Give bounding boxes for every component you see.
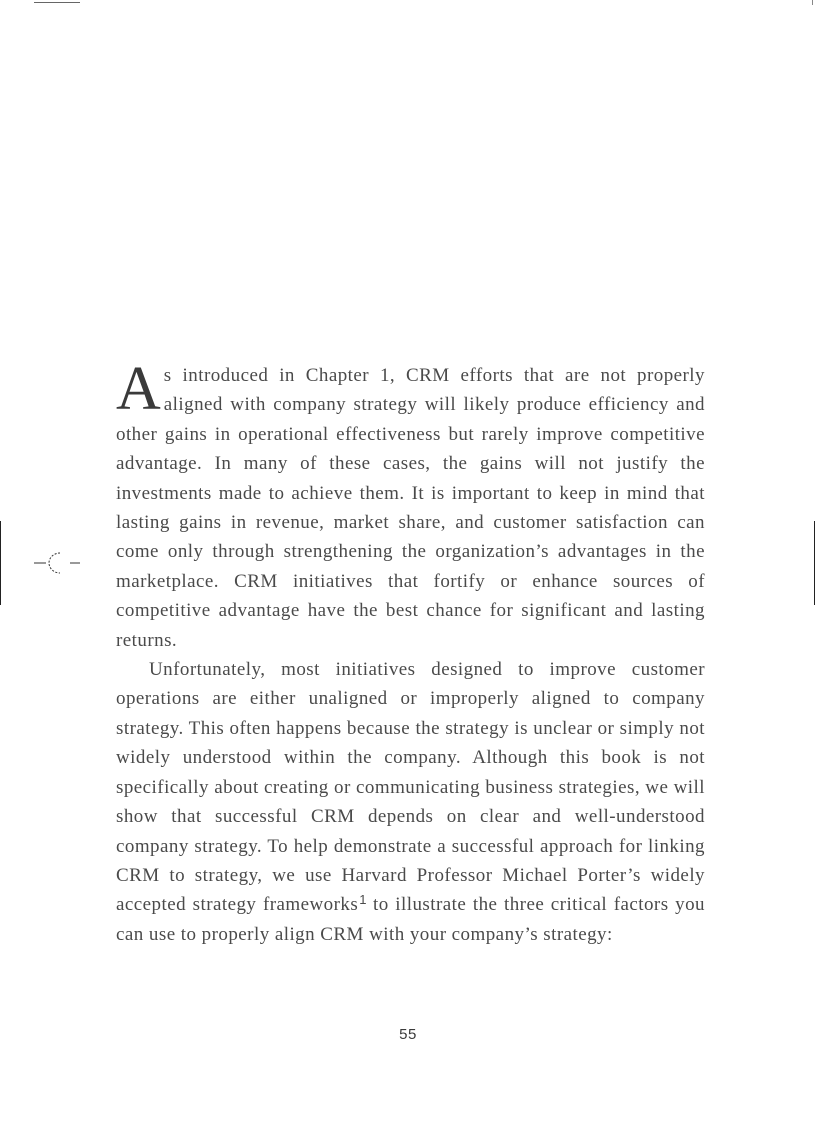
registration-mark-icon (34, 550, 82, 576)
footnote-reference[interactable]: 1 (359, 892, 367, 908)
paragraph-2-text-before: Unfortunately, most initiatives designed to improve customer operations are either unaligned or improperly aligned to company strategy. This often happens because the strategy is unclear or simply not widely understood within the company. Although this book is not specifically about creating or communicating business strategies, we will show that successful CRM depends on clear and well-understood company strategy. To help demonstrate a successful approach for linking CRM to strategy, we use Harvard Professor Michael Porter’s widely accepted strategy frameworks (116, 659, 705, 916)
page-number: 55 (399, 1026, 417, 1043)
paragraph-1-text: s introduced in Chapter 1, CRM efforts that are not properly aligned with company strategy will likely produce efficiency and other gains in operational effectiveness but rarely improve competitive advantage. In many of these cases, the gains will not justify the investments made to achieve them. It is important to keep in mind that lasting gains in revenue, market share, and customer satisfaction can come only through strengthening the organization’s advantages in the marketplace. CRM initiatives that fortify or enhance sources of competitive advantage have the best chance for significant and lasting returns. (116, 365, 705, 651)
paragraph-2-text-after: to illustrate the three critical factors you can use to properly align CRM with your company’s strategy: (116, 894, 705, 945)
paragraph-1 (116, 355, 705, 655)
top-crop-rule (34, 2, 80, 3)
right-margin-bar (814, 521, 815, 605)
corner-crop-tick (812, 0, 813, 5)
drop-cap: A (116, 355, 161, 423)
body-text (116, 355, 705, 949)
left-margin-bar (0, 521, 1, 605)
paragraph-2 (116, 655, 705, 949)
